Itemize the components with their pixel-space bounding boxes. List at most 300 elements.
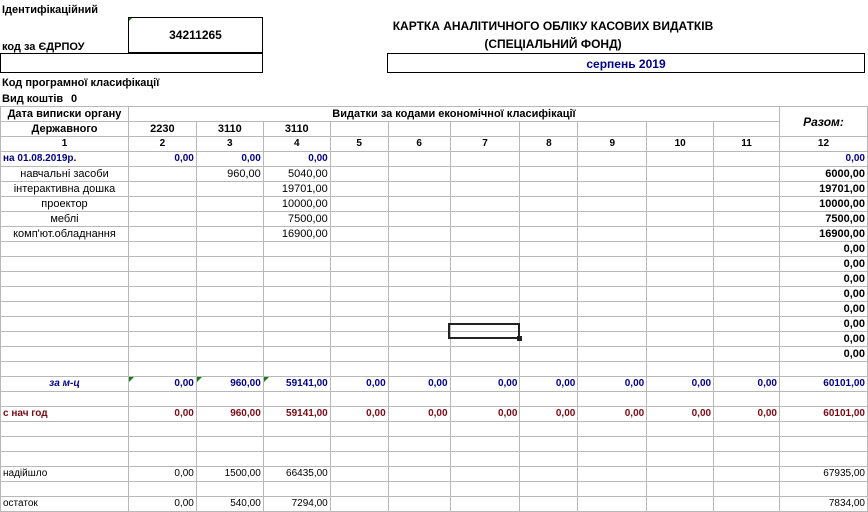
amount-cell[interactable]	[450, 347, 520, 362]
amount-cell[interactable]	[196, 197, 263, 212]
amount-cell[interactable]	[196, 257, 263, 272]
amount-cell[interactable]	[647, 497, 714, 512]
econ-code-cell[interactable]	[388, 122, 450, 137]
amount-cell[interactable]	[388, 317, 450, 332]
amount-cell[interactable]: 0,00	[263, 152, 330, 167]
amount-cell[interactable]	[330, 152, 388, 167]
amount-cell[interactable]: 0,00	[647, 377, 714, 392]
row-label[interactable]: навчальні засоби	[1, 167, 129, 182]
amount-cell[interactable]	[128, 272, 196, 287]
amount-cell[interactable]	[450, 242, 520, 257]
amount-cell[interactable]	[450, 257, 520, 272]
amount-cell[interactable]	[450, 497, 520, 512]
amount-cell[interactable]	[714, 227, 780, 242]
column-number[interactable]: 7	[450, 137, 520, 152]
empty-cell[interactable]	[779, 437, 867, 452]
empty-cell[interactable]	[520, 422, 578, 437]
econ-code-cell[interactable]: 2230	[128, 122, 196, 137]
empty-cell[interactable]	[520, 452, 578, 467]
empty-cell[interactable]	[196, 482, 263, 497]
amount-cell[interactable]: 0,00	[578, 377, 647, 392]
empty-cell[interactable]	[450, 362, 520, 377]
amount-cell[interactable]: 0,00	[647, 407, 714, 422]
amount-cell[interactable]	[128, 332, 196, 347]
row-label[interactable]: остаток	[1, 497, 129, 512]
empty-cell[interactable]	[128, 482, 196, 497]
amount-cell[interactable]	[128, 287, 196, 302]
amount-cell[interactable]	[196, 317, 263, 332]
amount-cell[interactable]	[647, 152, 714, 167]
amount-cell[interactable]	[647, 332, 714, 347]
empty-cell[interactable]	[388, 452, 450, 467]
amount-cell[interactable]: 540,00	[196, 497, 263, 512]
empty-cell[interactable]	[779, 452, 867, 467]
amount-cell[interactable]	[450, 467, 520, 482]
column-number[interactable]: 1	[1, 137, 129, 152]
amount-cell[interactable]: 5040,00	[263, 167, 330, 182]
row-label[interactable]: меблі	[1, 212, 129, 227]
amount-cell[interactable]	[128, 182, 196, 197]
amount-cell[interactable]	[450, 152, 520, 167]
amount-cell[interactable]	[520, 332, 578, 347]
amount-cell[interactable]	[578, 317, 647, 332]
empty-cell[interactable]	[330, 452, 388, 467]
row-total[interactable]: 6000,00	[779, 167, 867, 182]
column-number[interactable]: 6	[388, 137, 450, 152]
empty-cell[interactable]	[450, 422, 520, 437]
column-number[interactable]: 3	[196, 137, 263, 152]
amount-cell[interactable]	[714, 317, 780, 332]
amount-cell[interactable]	[450, 272, 520, 287]
amount-cell[interactable]: 0,00	[520, 407, 578, 422]
amount-cell[interactable]	[647, 317, 714, 332]
amount-cell[interactable]	[647, 302, 714, 317]
empty-cell[interactable]	[196, 392, 263, 407]
empty-cell[interactable]	[450, 392, 520, 407]
empty-cell[interactable]	[779, 362, 867, 377]
amount-cell[interactable]	[450, 197, 520, 212]
amount-cell[interactable]: 960,00	[196, 167, 263, 182]
row-label[interactable]	[1, 257, 129, 272]
empty-cell[interactable]	[520, 437, 578, 452]
amount-cell[interactable]	[330, 257, 388, 272]
column-number[interactable]: 4	[263, 137, 330, 152]
amount-cell[interactable]	[714, 272, 780, 287]
empty-cell[interactable]	[330, 422, 388, 437]
empty-cell[interactable]	[714, 452, 780, 467]
empty-cell[interactable]	[1, 362, 129, 377]
column-number[interactable]: 8	[520, 137, 578, 152]
amount-cell[interactable]	[714, 257, 780, 272]
row-total[interactable]: 10000,00	[779, 197, 867, 212]
amount-cell[interactable]: 1500,00	[196, 467, 263, 482]
empty-cell[interactable]	[330, 362, 388, 377]
amount-cell[interactable]	[647, 227, 714, 242]
row-label[interactable]: надійшло	[1, 467, 129, 482]
amount-cell[interactable]	[263, 272, 330, 287]
edrpou-box[interactable]	[128, 17, 263, 53]
amount-cell[interactable]: 0,00	[450, 377, 520, 392]
amount-cell[interactable]	[128, 317, 196, 332]
amount-cell[interactable]: 0,00	[578, 407, 647, 422]
row-label[interactable]: інтерактивна дошка	[1, 182, 129, 197]
empty-cell[interactable]	[647, 437, 714, 452]
row-total[interactable]: 0,00	[779, 257, 867, 272]
amount-cell[interactable]: 59141,00	[263, 407, 330, 422]
amount-cell[interactable]	[128, 167, 196, 182]
row-label[interactable]: комп'ют.обладнання	[1, 227, 129, 242]
amount-cell[interactable]	[388, 242, 450, 257]
amount-cell[interactable]	[388, 272, 450, 287]
amount-cell[interactable]	[520, 152, 578, 167]
total-header[interactable]: Разом:	[779, 107, 867, 137]
amount-cell[interactable]	[128, 212, 196, 227]
amount-cell[interactable]: 0,00	[196, 152, 263, 167]
amount-cell[interactable]	[388, 227, 450, 242]
date-header-line2[interactable]: Державного	[1, 122, 129, 137]
amount-cell[interactable]	[388, 332, 450, 347]
empty-cell[interactable]	[578, 482, 647, 497]
column-number[interactable]: 12	[779, 137, 867, 152]
row-label[interactable]	[1, 287, 129, 302]
row-total[interactable]: 7834,00	[779, 497, 867, 512]
amount-cell[interactable]	[128, 242, 196, 257]
amount-cell[interactable]	[128, 347, 196, 362]
amount-cell[interactable]	[714, 302, 780, 317]
amount-cell[interactable]	[520, 197, 578, 212]
amount-cell[interactable]	[128, 302, 196, 317]
amount-cell[interactable]: 59141,00	[263, 377, 330, 392]
amount-cell[interactable]	[520, 242, 578, 257]
amount-cell[interactable]	[128, 227, 196, 242]
empty-cell[interactable]	[714, 362, 780, 377]
row-label[interactable]: с нач год	[1, 407, 129, 422]
row-total[interactable]: 0,00	[779, 317, 867, 332]
amount-cell[interactable]: 7500,00	[263, 212, 330, 227]
amount-cell[interactable]	[450, 302, 520, 317]
amount-cell[interactable]	[450, 212, 520, 227]
amount-cell[interactable]	[388, 497, 450, 512]
row-total[interactable]: 0,00	[779, 287, 867, 302]
amount-cell[interactable]	[578, 182, 647, 197]
empty-cell[interactable]	[1, 437, 129, 452]
empty-cell[interactable]	[1, 482, 129, 497]
amount-cell[interactable]	[520, 287, 578, 302]
empty-cell[interactable]	[263, 392, 330, 407]
econ-code-cell[interactable]: 3110	[196, 122, 263, 137]
amount-cell[interactable]	[263, 347, 330, 362]
empty-cell[interactable]	[1, 392, 129, 407]
row-total[interactable]: 67935,00	[779, 467, 867, 482]
amount-cell[interactable]	[578, 257, 647, 272]
amount-cell[interactable]	[647, 272, 714, 287]
amount-cell[interactable]	[330, 182, 388, 197]
amount-cell[interactable]	[578, 152, 647, 167]
amount-cell[interactable]	[714, 167, 780, 182]
empty-cell[interactable]	[578, 422, 647, 437]
row-total[interactable]: 0,00	[779, 272, 867, 287]
empty-cell[interactable]	[647, 362, 714, 377]
column-number[interactable]: 11	[714, 137, 780, 152]
amount-cell[interactable]	[520, 182, 578, 197]
empty-cell[interactable]	[450, 437, 520, 452]
row-label[interactable]	[1, 347, 129, 362]
amount-cell[interactable]	[388, 302, 450, 317]
amount-cell[interactable]	[196, 272, 263, 287]
amount-cell[interactable]	[647, 257, 714, 272]
econ-code-cell[interactable]	[714, 122, 780, 137]
amount-cell[interactable]	[647, 347, 714, 362]
amount-cell[interactable]: 0,00	[388, 377, 450, 392]
amount-cell[interactable]	[647, 287, 714, 302]
empty-cell[interactable]	[263, 452, 330, 467]
empty-cell[interactable]	[647, 452, 714, 467]
row-label[interactable]: проектор	[1, 197, 129, 212]
amount-cell[interactable]	[330, 272, 388, 287]
empty-cell[interactable]	[263, 437, 330, 452]
amount-cell[interactable]	[520, 272, 578, 287]
amount-cell[interactable]	[388, 467, 450, 482]
date-header[interactable]: Дата виписки органу	[1, 107, 129, 122]
amount-cell[interactable]	[647, 197, 714, 212]
amount-cell[interactable]	[450, 287, 520, 302]
empty-cell[interactable]	[578, 437, 647, 452]
amount-cell[interactable]	[330, 302, 388, 317]
amount-cell[interactable]	[520, 167, 578, 182]
empty-cell[interactable]	[779, 392, 867, 407]
selected-cell[interactable]	[448, 323, 520, 339]
amount-cell[interactable]: 0,00	[450, 407, 520, 422]
amount-cell[interactable]	[647, 212, 714, 227]
amount-cell[interactable]	[647, 467, 714, 482]
amount-cell[interactable]: 7294,00	[263, 497, 330, 512]
empty-cell[interactable]	[520, 482, 578, 497]
empty-cell[interactable]	[1, 452, 129, 467]
column-number[interactable]: 5	[330, 137, 388, 152]
empty-cell[interactable]	[330, 437, 388, 452]
amount-cell[interactable]	[330, 287, 388, 302]
period-box[interactable]	[387, 53, 865, 73]
amount-cell[interactable]: 0,00	[520, 377, 578, 392]
amount-cell[interactable]	[388, 347, 450, 362]
empty-cell[interactable]	[388, 482, 450, 497]
econ-code-cell[interactable]	[330, 122, 388, 137]
row-total[interactable]: 7500,00	[779, 212, 867, 227]
amount-cell[interactable]	[263, 287, 330, 302]
amount-cell[interactable]: 0,00	[128, 407, 196, 422]
amount-cell[interactable]	[263, 242, 330, 257]
amount-cell[interactable]	[578, 302, 647, 317]
amount-cell[interactable]	[520, 302, 578, 317]
amount-cell[interactable]	[714, 467, 780, 482]
amount-cell[interactable]: 66435,00	[263, 467, 330, 482]
amount-cell[interactable]	[330, 332, 388, 347]
amount-cell[interactable]	[647, 182, 714, 197]
row-total[interactable]: 0,00	[779, 302, 867, 317]
amount-cell[interactable]	[714, 152, 780, 167]
amount-cell[interactable]: 0,00	[330, 407, 388, 422]
row-total[interactable]: 60101,00	[779, 407, 867, 422]
column-number[interactable]: 10	[647, 137, 714, 152]
amount-cell[interactable]	[578, 212, 647, 227]
row-label[interactable]	[1, 317, 129, 332]
econ-code-cell[interactable]	[578, 122, 647, 137]
amount-cell[interactable]	[330, 497, 388, 512]
empty-cell[interactable]	[578, 362, 647, 377]
amount-cell[interactable]	[578, 167, 647, 182]
empty-cell[interactable]	[196, 422, 263, 437]
empty-cell[interactable]	[388, 392, 450, 407]
amount-cell[interactable]	[714, 497, 780, 512]
row-total[interactable]: 19701,00	[779, 182, 867, 197]
amount-cell[interactable]	[196, 242, 263, 257]
amount-cell[interactable]: 19701,00	[263, 182, 330, 197]
row-total[interactable]: 0,00	[779, 332, 867, 347]
empty-cell[interactable]	[450, 452, 520, 467]
empty-cell[interactable]	[263, 422, 330, 437]
empty-cell[interactable]	[263, 362, 330, 377]
amount-cell[interactable]	[578, 287, 647, 302]
amount-cell[interactable]	[196, 287, 263, 302]
amount-cell[interactable]	[388, 167, 450, 182]
amount-cell[interactable]	[578, 497, 647, 512]
amount-cell[interactable]	[196, 347, 263, 362]
empty-cell[interactable]	[128, 422, 196, 437]
empty-cell[interactable]	[196, 362, 263, 377]
empty-cell[interactable]	[520, 362, 578, 377]
row-total[interactable]: 60101,00	[779, 377, 867, 392]
econ-code-cell[interactable]	[450, 122, 520, 137]
empty-cell[interactable]	[714, 437, 780, 452]
amount-cell[interactable]	[714, 347, 780, 362]
row-label[interactable]	[1, 332, 129, 347]
row-label[interactable]: на 01.08.2019р.	[1, 152, 129, 167]
amount-cell[interactable]	[450, 167, 520, 182]
column-number[interactable]: 9	[578, 137, 647, 152]
amount-cell[interactable]	[578, 227, 647, 242]
amount-cell[interactable]	[330, 242, 388, 257]
amount-cell[interactable]: 0,00	[128, 497, 196, 512]
amount-cell[interactable]	[714, 332, 780, 347]
amount-cell[interactable]	[388, 257, 450, 272]
amount-cell[interactable]	[647, 167, 714, 182]
amount-cell[interactable]	[196, 332, 263, 347]
amount-cell[interactable]: 960,00	[196, 407, 263, 422]
amount-cell[interactable]	[520, 497, 578, 512]
amount-cell[interactable]	[330, 212, 388, 227]
column-number[interactable]: 2	[128, 137, 196, 152]
amount-cell[interactable]	[330, 197, 388, 212]
amount-cell[interactable]	[330, 467, 388, 482]
amount-cell[interactable]	[263, 332, 330, 347]
row-label[interactable]: за м-ц	[1, 377, 129, 392]
empty-cell[interactable]	[779, 482, 867, 497]
amount-cell[interactable]: 0,00	[128, 152, 196, 167]
amount-cell[interactable]	[714, 287, 780, 302]
empty-cell[interactable]	[647, 422, 714, 437]
empty-cell[interactable]	[263, 482, 330, 497]
empty-cell[interactable]	[128, 392, 196, 407]
empty-cell[interactable]	[578, 452, 647, 467]
amount-cell[interactable]: 10000,00	[263, 197, 330, 212]
empty-cell[interactable]	[196, 437, 263, 452]
empty-cell[interactable]	[714, 392, 780, 407]
empty-cell[interactable]	[714, 482, 780, 497]
amount-cell[interactable]	[388, 212, 450, 227]
row-label[interactable]	[1, 272, 129, 287]
amount-cell[interactable]	[520, 347, 578, 362]
empty-cell[interactable]	[578, 392, 647, 407]
empty-cell[interactable]	[330, 482, 388, 497]
amount-cell[interactable]: 0,00	[128, 377, 196, 392]
amount-cell[interactable]: 0,00	[388, 407, 450, 422]
empty-cell[interactable]	[388, 422, 450, 437]
amount-cell[interactable]: 16900,00	[263, 227, 330, 242]
row-total[interactable]: 0,00	[779, 242, 867, 257]
amount-cell[interactable]: 0,00	[128, 467, 196, 482]
amount-cell[interactable]	[578, 332, 647, 347]
amount-cell[interactable]	[388, 287, 450, 302]
amount-cell[interactable]	[714, 182, 780, 197]
amount-cell[interactable]	[263, 302, 330, 317]
row-label[interactable]	[1, 302, 129, 317]
amount-cell[interactable]	[196, 227, 263, 242]
amount-cell[interactable]	[578, 197, 647, 212]
amount-cell[interactable]	[330, 227, 388, 242]
amount-cell[interactable]	[196, 212, 263, 227]
amount-cell[interactable]	[578, 347, 647, 362]
empty-cell[interactable]	[128, 362, 196, 377]
amount-cell[interactable]	[714, 212, 780, 227]
amount-cell[interactable]	[128, 197, 196, 212]
amount-cell[interactable]	[578, 242, 647, 257]
amount-cell[interactable]	[520, 257, 578, 272]
row-total[interactable]: 0,00	[779, 347, 867, 362]
empty-cell[interactable]	[520, 392, 578, 407]
amount-cell[interactable]	[520, 212, 578, 227]
empty-cell[interactable]	[779, 422, 867, 437]
amount-cell[interactable]	[388, 182, 450, 197]
econ-codes-header[interactable]: Видатки за кодами економічної класифікації	[128, 107, 779, 122]
amount-cell[interactable]	[330, 347, 388, 362]
amount-cell[interactable]	[330, 167, 388, 182]
amount-cell[interactable]	[578, 272, 647, 287]
amount-cell[interactable]: 0,00	[714, 407, 780, 422]
amount-cell[interactable]	[520, 227, 578, 242]
empty-cell[interactable]	[388, 437, 450, 452]
amount-cell[interactable]: 960,00	[196, 377, 263, 392]
econ-code-cell[interactable]	[520, 122, 578, 137]
amount-cell[interactable]	[520, 467, 578, 482]
amount-cell[interactable]	[330, 317, 388, 332]
amount-cell[interactable]	[128, 257, 196, 272]
empty-cell[interactable]	[128, 437, 196, 452]
empty-cell[interactable]	[647, 392, 714, 407]
empty-cell[interactable]	[1, 422, 129, 437]
amount-cell[interactable]: 0,00	[330, 377, 388, 392]
empty-cell[interactable]	[450, 482, 520, 497]
amount-cell[interactable]	[520, 317, 578, 332]
amount-cell[interactable]	[578, 467, 647, 482]
row-label[interactable]	[1, 242, 129, 257]
amount-cell[interactable]	[196, 302, 263, 317]
amount-cell[interactable]	[263, 317, 330, 332]
amount-cell[interactable]	[388, 197, 450, 212]
empty-cell[interactable]	[388, 362, 450, 377]
amount-cell[interactable]: 0,00	[714, 377, 780, 392]
blank-field-box[interactable]	[0, 53, 263, 73]
empty-cell[interactable]	[128, 452, 196, 467]
